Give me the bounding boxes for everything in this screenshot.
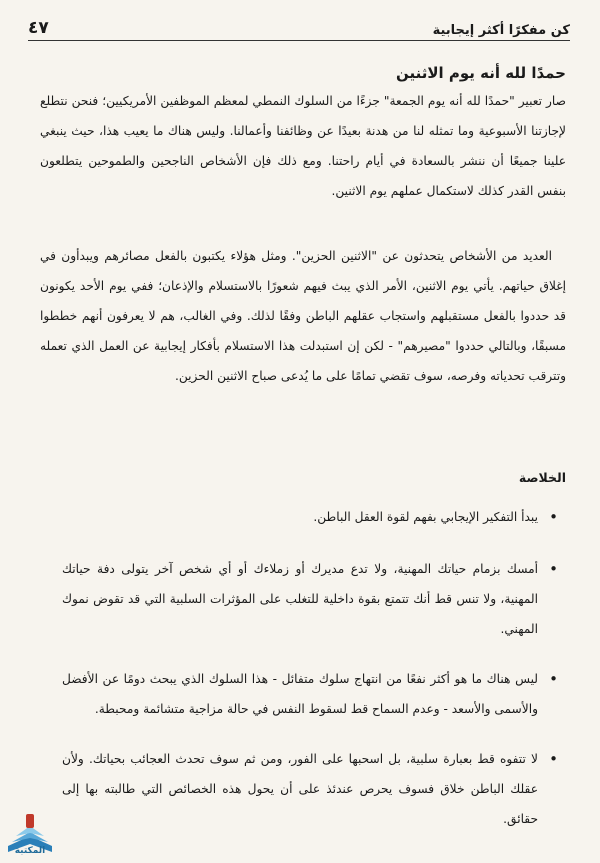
section-title: حمدًا لله أنه يوم الاثنين [395, 64, 566, 82]
paragraph: صار تعبير "حمدًا لله أنه يوم الجمعة" جزءًا من السلوك النمطي لمعظم الموظفين الأمريكيين؛ فنحن نتطلع لإجازتنا الأسبوعية وما تمثله لنا من هدنة بعيدًا عن وظائفنا وأعمالنا. وليس هناك ما يعيب هذا، حيث ينبغي علينا جميعًا أن ننشر بالسعادة في أيام راحتنا. ومع ذلك فإن الأشخاص الناجحين والطموحين يتطلعون بنفس القدر كذلك لاستكمال عملهم يوم الاثنين. [40, 94, 566, 198]
running-title: كن مفكرًا أكثر إيجابية [432, 23, 570, 38]
list-item: • يبدأ التفكير الإيجابي بفهم لقوة العقل الباطن. [62, 502, 560, 532]
list-item: • أمسك بزمام حياتك المهنية، ولا تدع مديرك أو زملاءك أو أي شخص آخر يتولى دفة حياتك المهنية، ولا تنس قط أنك تتمتع بقوة داخلية للتغلب على المؤثرات السلبية التي قد تقوض نموك المهني. [62, 554, 560, 644]
paragraph: العديد من الأشخاص يتحدثون عن "الاثنين الحزين". ومثل هؤلاء يكتبون بالفعل مصائرهم ويبدأون في إغلاق حياتهم. يأتي يوم الاثنين، الأمر الذي يبث فيهم شعورًا بالاستسلام والإذعان؛ ففي يوم الأحد يكونون قد حددوا بالفعل مستقبلهم واستجاب عقلهم الباطن وفقًا لذلك. وفي الغالب، هم لا يعرفون أنهم خططوا مسبقًا، وبالتالي حددوا "مصيرهم" - لكن إن استبدلت هذا الاستسلام بأفكار إيجابية عن العمل الذي تعمله وتترقب تحدياته وفرصه، سوف تقضي تمامًا على ما يُدعى صباح الاثنين الحزين. [40, 249, 566, 383]
list-item: • ليس هناك ما هو أكثر نفعًا من انتهاج سلوك متفائل - هذا السلوك الذي يبحث دومًا عن الأفضل والأسمى والأسعد - وعدم السماح قط لسقوط النفس في حالة مزاجية متشائمة ومحبطة. [62, 664, 560, 724]
page-number: ٤٧ [28, 18, 49, 38]
page-header [28, 14, 570, 41]
summary-title: الخلاصة [518, 470, 566, 485]
watermark-label: المكتبة [14, 846, 46, 856]
list-item: • لا تتفوه قط بعبارة سلبية، بل اسحبها على الفور، ومن ثم سوف تحدث العجائب بحياتك. ولأن عقلك الباطن خلاق فسوف يحرص عندئذ على أن يحول هذه الخصائص التي طالبته بها إلى حقائق. [62, 744, 560, 834]
summary-list [62, 502, 560, 854]
